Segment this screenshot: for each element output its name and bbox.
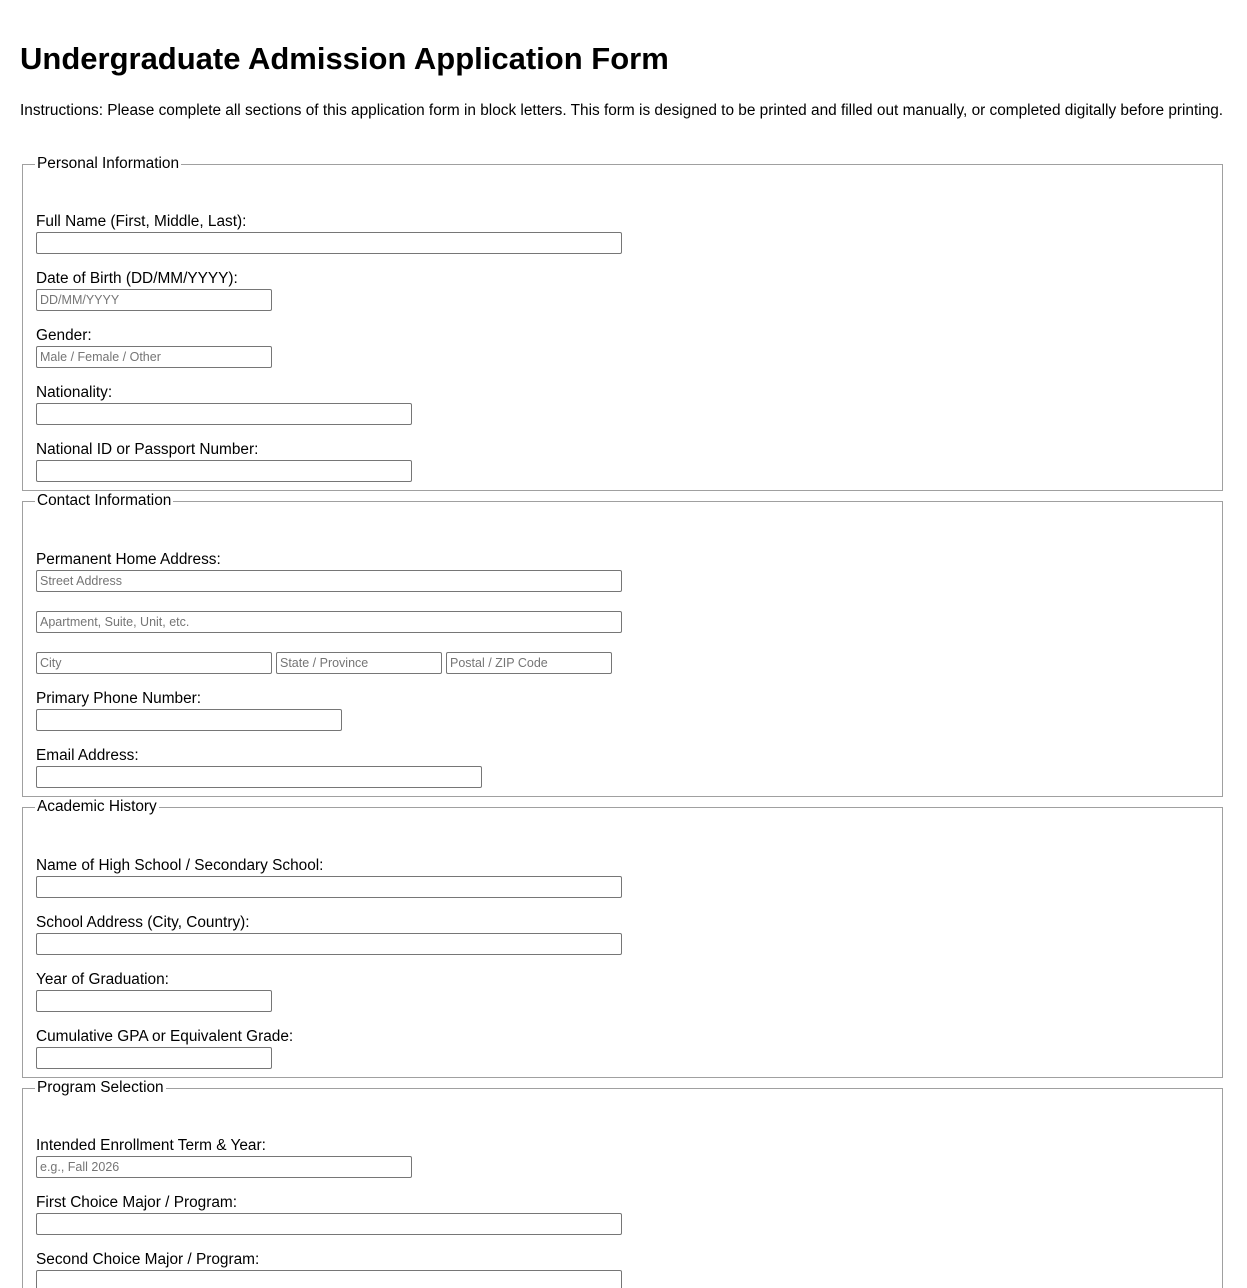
term-input[interactable] — [36, 1156, 412, 1178]
full-name-input[interactable] — [36, 232, 622, 254]
email-input[interactable] — [36, 766, 482, 788]
nationality-input[interactable] — [36, 403, 412, 425]
phone-input[interactable] — [36, 709, 342, 731]
section-legend: Academic History — [37, 798, 157, 815]
email-label: Email Address: — [36, 747, 139, 764]
second-choice-input[interactable] — [36, 1270, 622, 1288]
gender-input[interactable] — [36, 346, 272, 368]
apartment-input[interactable] — [36, 611, 622, 633]
school-name-input[interactable] — [36, 876, 622, 898]
academic-history-section — [22, 798, 1223, 1078]
postal-code-input[interactable] — [446, 652, 612, 674]
section-legend: Personal Information — [37, 155, 180, 172]
address-label: Permanent Home Address: — [36, 551, 221, 568]
section-legend: Program Selection — [37, 1079, 164, 1096]
instructions-text: Instructions: Please complete all sections of this application form in block letters. This form is designed to be printed and filled out manually, or completed digitally before printing. — [20, 102, 1224, 119]
program-selection-section — [22, 1079, 1223, 1288]
personal-information-section — [22, 155, 1223, 491]
national-id-input[interactable] — [36, 460, 412, 482]
city-input[interactable] — [36, 652, 272, 674]
state-input[interactable] — [276, 652, 442, 674]
term-label: Intended Enrollment Term & Year: — [36, 1137, 266, 1154]
dob-label: Date of Birth (DD/MM/YYYY): — [36, 270, 238, 287]
second-choice-label: Second Choice Major / Program: — [36, 1251, 260, 1268]
first-choice-label: First Choice Major / Program: — [36, 1194, 237, 1211]
first-choice-input[interactable] — [36, 1213, 622, 1235]
dob-input[interactable] — [36, 289, 272, 311]
section-legend: Contact Information — [37, 492, 172, 509]
nationality-label: Nationality: — [36, 384, 113, 401]
grad-year-label: Year of Graduation: — [36, 971, 169, 988]
gpa-label: Cumulative GPA or Equivalent Grade: — [36, 1028, 294, 1045]
contact-information-section — [22, 492, 1223, 797]
phone-label: Primary Phone Number: — [36, 690, 202, 707]
school-address-input[interactable] — [36, 933, 622, 955]
grad-year-input[interactable] — [36, 990, 272, 1012]
full-name-label: Full Name (First, Middle, Last): — [36, 213, 247, 230]
street-address-input[interactable] — [36, 570, 622, 592]
school-name-label: Name of High School / Secondary School: — [36, 857, 324, 874]
national-id-label: National ID or Passport Number: — [36, 441, 259, 458]
gender-label: Gender: — [36, 327, 92, 344]
school-address-label: School Address (City, Country): — [36, 914, 250, 931]
gpa-input[interactable] — [36, 1047, 272, 1069]
page-title: Undergraduate Admission Application Form — [20, 41, 669, 76]
